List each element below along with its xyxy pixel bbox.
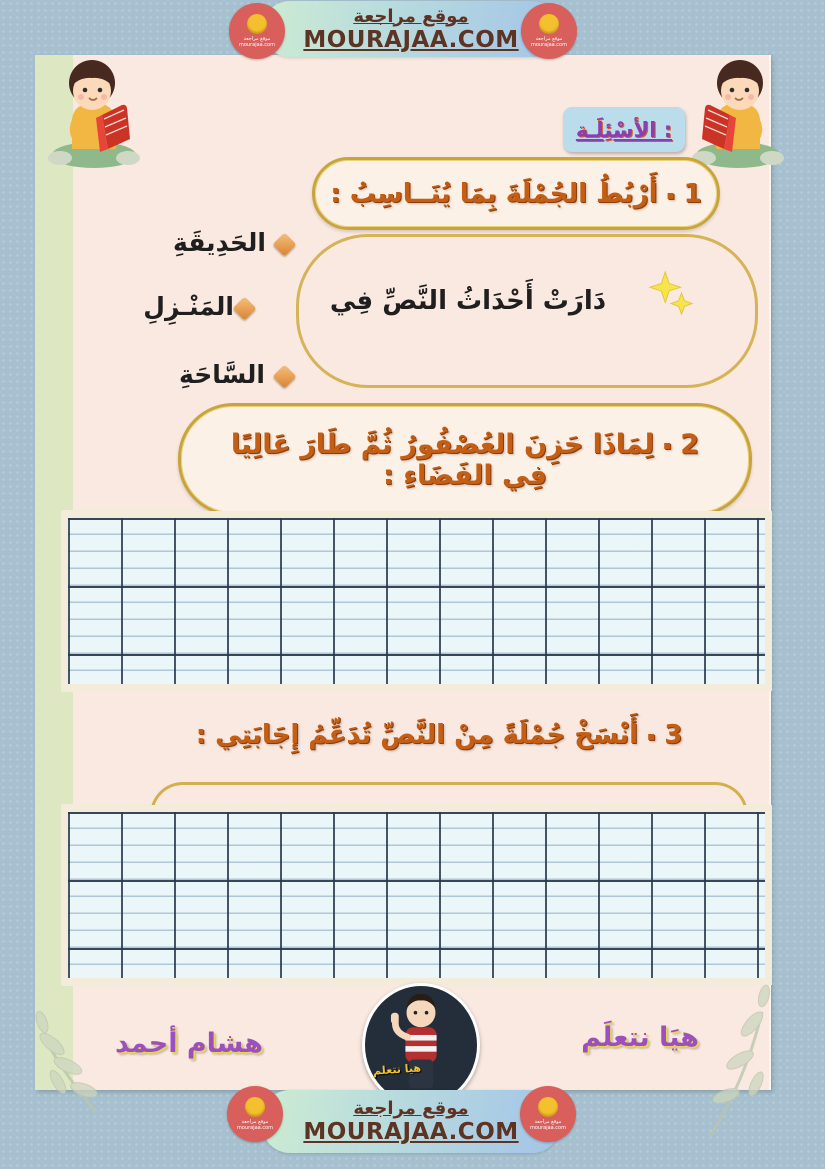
- site-url-link[interactable]: MOURAJAA.COM: [303, 26, 519, 53]
- photo-caption: هيا نتعلم: [372, 1061, 422, 1078]
- answer-grid-1[interactable]: [68, 518, 765, 684]
- question-3-number: 3: [664, 720, 683, 750]
- leaf-branch-decoration-icon: [700, 972, 778, 1137]
- bullet-icon: ▪: [666, 187, 675, 202]
- site-name-arabic: موقع مراجعة: [353, 1098, 469, 1119]
- child-thumbs-up-icon: [365, 986, 477, 1104]
- gold-arc-decoration: [150, 782, 748, 815]
- logo-url-label: mourajaa.com: [238, 42, 275, 48]
- logo-yellow-dot-icon: [247, 14, 267, 34]
- logo-url-label: mourajaa.com: [236, 1125, 273, 1131]
- question-1-box: [312, 157, 720, 230]
- answer-grid-2[interactable]: [68, 812, 765, 978]
- question-2-line2: فِي الفَضَاءِ :: [383, 459, 547, 491]
- site-url-link[interactable]: MOURAJAA.COM: [303, 1119, 519, 1145]
- logo-yellow-dot-icon: [539, 14, 559, 34]
- logo-url-label: mourajaa.com: [529, 1125, 566, 1131]
- question-2-box: [178, 403, 752, 516]
- mourajaa-logo-icon: [229, 3, 285, 59]
- boy-reading-book-icon: [682, 57, 790, 172]
- site-banner-top: [262, 1, 560, 57]
- mourajaa-logo-icon: [227, 1086, 283, 1142]
- sparkles-icon: [648, 270, 694, 316]
- boy-reading-book-icon: [42, 57, 150, 172]
- logo-label: موقع مراجعة: [534, 1119, 562, 1125]
- author-name: هشام أحمد: [115, 1028, 263, 1059]
- match-option-house[interactable]: المَنْـزِلِ: [143, 292, 234, 321]
- teacher-photo: [362, 983, 480, 1107]
- site-banner-bottom: [262, 1090, 560, 1153]
- logo-label: موقع مراجعة: [535, 36, 563, 42]
- question-1-text: أَرْبُطُ الجُمْلَةَ بِمَا يُنَــاسِبُ :: [330, 178, 658, 209]
- bullet-icon: ▪: [663, 438, 672, 452]
- logo-yellow-dot-icon: [538, 1097, 558, 1117]
- site-name-arabic: موقع مراجعة: [353, 5, 469, 27]
- logo-label: موقع مراجعة: [241, 1119, 269, 1125]
- mourajaa-logo-icon: [520, 1086, 576, 1142]
- questions-title: الأسْئِلَـة :: [575, 117, 673, 142]
- match-option-yard[interactable]: السَّاحَةِ: [179, 360, 265, 389]
- question-3-text: أَنْسَخْ جُمْلَةً مِنْ النَّصِّ تُدَعِّمُ إِجَابَتِي :: [195, 720, 639, 750]
- question-1-number: 1: [683, 178, 702, 209]
- question-2-number: 2: [680, 428, 700, 460]
- logo-label: موقع مراجعة: [243, 36, 271, 42]
- slogan-text: هيَا نتعلَم: [581, 1022, 699, 1053]
- match-sentence: دَارَتْ أَحْدَاثُ النَّصِّ فِي: [329, 286, 607, 316]
- question-3-box: [130, 702, 748, 768]
- logo-url-label: mourajaa.com: [530, 42, 567, 48]
- questions-title-box: [563, 107, 685, 152]
- match-option-garden[interactable]: الحَدِيقَةِ: [173, 228, 266, 257]
- mourajaa-logo-icon: [521, 3, 577, 59]
- logo-yellow-dot-icon: [245, 1097, 265, 1117]
- question-2-line1: لِمَاذَا حَزِنَ العُصْفُورُ ثُمَّ طَارَ عَالِيًا: [230, 428, 655, 460]
- bullet-icon: ▪: [647, 729, 656, 743]
